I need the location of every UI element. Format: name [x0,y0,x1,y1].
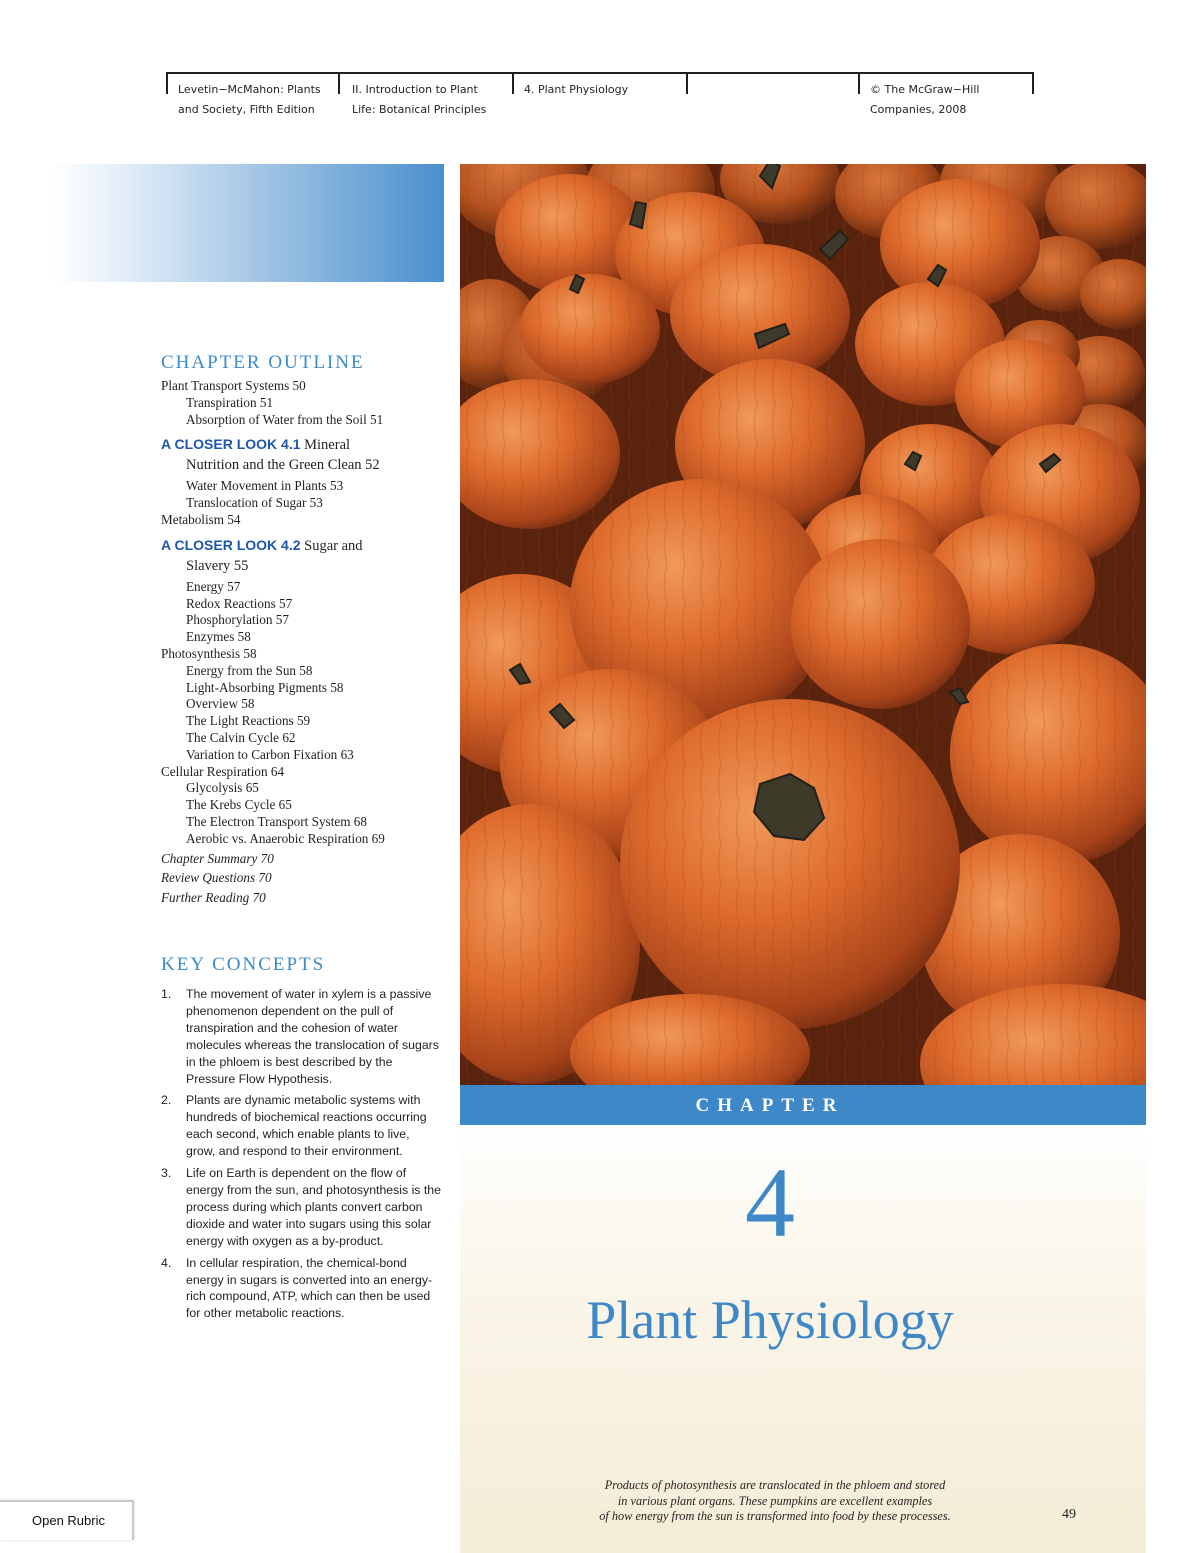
concept-text: Plants are dynamic metabolic systems with hundreds of biochemical reactions occurring each second, which enable plants to live, grow, and respond to their environment. [186,1093,427,1159]
key-concepts-heading: KEY CONCEPTS [161,954,326,975]
header-part-title [352,72,486,122]
key-concept-item [161,1092,441,1160]
chapter-outline [161,352,441,907]
header-text: Life: Botanical Principles [352,103,487,116]
outline-subitem: Absorption of Water from the Soil 51 [186,411,384,427]
outline-subitem: Energy from the Sun 58 [186,662,313,678]
outline-subitem: The Electron Transport System 68 [186,813,367,829]
concept-text: The movement of water in xylem is a passive phenomenon dependent on the pull of transpiration and the cohesion of water molecules whereas the translocation of sugars in the phloem is best described by the Pressure Flow Hypothesis. [186,987,439,1086]
closer-look-label: A CLOSER LOOK 4.1 [161,436,301,453]
outline-subitem: Translocation of Sugar 53 [186,495,323,511]
photo-caption [540,1478,1010,1525]
concept-number: 4. [161,1255,172,1270]
closer-look-text: Nutrition and the Green Clean 52 [186,457,380,474]
outline-subitem: Transpiration 51 [186,394,274,410]
chapter-banner [460,1085,1146,1125]
outline-end-item: Further Reading 70 [161,890,266,906]
closer-look-text: Sugar and [304,537,363,554]
chapter-title: Plant Physiology [586,1290,954,1350]
header-copyright [870,72,979,122]
header-text: II. Introduction to Plant [352,83,478,96]
closer-look-item [161,434,441,475]
header-divider [338,72,340,94]
outline-subitem: The Krebs Cycle 65 [186,797,292,813]
key-concept-item [161,986,441,1087]
page-number: 49 [1062,1507,1076,1522]
open-rubric-label: Open Rubric [32,1513,105,1528]
key-concept-item [161,1255,441,1323]
header-divider [1032,72,1034,94]
caption-line: of how energy from the sun is transformed into food by these processes. [599,1509,951,1523]
header-text: Levetin−McMahon: Plants [178,83,321,96]
concept-number: 1. [161,987,172,1001]
outline-end-item: Chapter Summary 70 [161,850,274,866]
outline-item: Photosynthesis 58 [161,645,257,661]
outline-subitem: Redox Reactions 57 [186,595,293,611]
key-concept-item [161,1165,441,1250]
header-divider [686,72,688,94]
outline-item: Plant Transport Systems 50 [161,378,306,393]
header-divider [512,72,514,94]
key-concepts [161,954,441,1327]
running-header [166,72,1034,122]
chapter-outline-heading: CHAPTER OUTLINE [161,352,365,373]
outline-end-item: Review Questions 70 [161,870,272,886]
header-divider [166,72,168,94]
header-text: Companies, 2008 [870,103,967,116]
outline-subitem: Aerobic vs. Anaerobic Respiration 69 [186,830,385,846]
outline-subitem: Enzymes 58 [186,629,251,645]
header-text: 4. Plant Physiology [524,83,629,96]
decorative-blue-band [52,164,444,282]
concept-number: 2. [161,1093,172,1108]
outline-subitem: Energy 57 [186,578,241,594]
closer-look-item [161,535,441,576]
caption-line: Products of photosynthesis are translocated in the phloem and stored [604,1478,946,1492]
header-book-title [178,72,321,122]
outline-subitem: The Light Reactions 59 [186,713,311,729]
header-divider [858,72,860,94]
concept-text: Life on Earth is dependent on the flow of energy from the sun, and photosynthesis is the process during which plants convert carbon dioxide and water into sugars using this solar energy with oxygen as a by-product. [186,1166,441,1248]
outline-subitem: The Calvin Cycle 62 [186,729,296,745]
closer-look-text: Mineral [304,437,351,454]
outline-subitem: Phosphorylation 57 [186,612,289,628]
closer-look-text: Slavery 55 [186,557,249,574]
pumpkin-illustration [460,164,1146,1085]
header-text: © The McGraw−Hill [870,83,980,96]
outline-subitem: Glycolysis 65 [186,780,259,796]
pumpkin-photo [460,164,1146,1085]
outline-subitem: Overview 58 [186,696,255,712]
header-text: and Society, Fifth Edition [178,103,315,116]
header-chapter-title [524,72,628,122]
concept-text: In cellular respiration, the chemical-bond energy in sugars is converted into an energy-rich compound, ATP, which can then be used for other metabolic reactions. [186,1255,433,1321]
open-rubric-button[interactable] [0,1500,134,1540]
chapter-number: 4 [745,1147,795,1258]
caption-line: in various plant organs. These pumpkins are excellent examples [617,1493,933,1508]
closer-look-label: A CLOSER LOOK 4.2 [161,536,301,553]
outline-subitem: Water Movement in Plants 53 [186,478,344,494]
outline-subitem: Light-Absorbing Pigments 58 [186,679,344,695]
chapter-label: CHAPTER [695,1095,845,1116]
concept-number: 3. [161,1166,172,1181]
outline-item: Metabolism 54 [161,511,241,527]
outline-item: Cellular Respiration 64 [161,763,285,779]
outline-subitem: Variation to Carbon Fixation 63 [186,746,354,762]
